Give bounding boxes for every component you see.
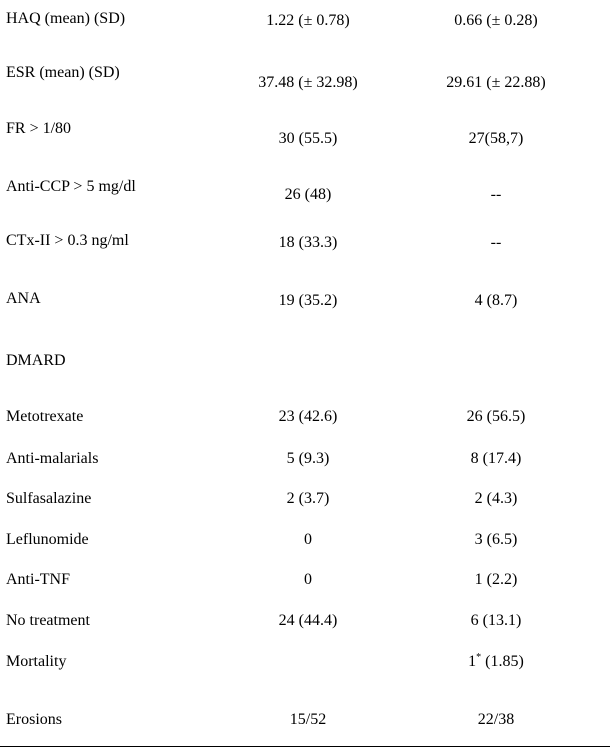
group-a-value: 0 [304,571,312,588]
group-b-value: 8 (17.4) [470,450,522,467]
group-b-value: 2 (4.3) [474,490,518,507]
table-row-dmard-header [0,350,614,372]
group-b-value: 6 (13.1) [470,612,522,629]
table-bottom-rule [0,746,610,747]
table-row-haq [0,8,614,30]
group-b-value [396,651,596,673]
row-label: Anti-malarials [6,450,99,467]
table-row-esr [0,62,614,91]
group-a-value: 30 (55.5) [278,130,338,147]
row-label: Sulfasalazine [6,490,92,507]
row-label: Anti-TNF [6,571,70,588]
group-b-value: -- [490,234,502,251]
group-a-value: 24 (44.4) [278,612,338,629]
group-b-value: 27(58,7) [468,130,524,147]
table-row-anti-ccp [0,176,614,203]
table-row-ana [0,288,614,310]
row-label: Metotrexate [6,408,84,425]
group-a-value: 5 (9.3) [286,450,330,467]
table-row-leflunomide [0,529,614,551]
row-label: No treatment [6,612,90,629]
row-label: ANA [6,290,41,307]
table-row-no-treatment [0,610,614,632]
row-label: Erosions [6,711,62,728]
group-b-value: 3 (6.5) [474,531,518,548]
group-a-value: 37.48 (± 32.98) [258,74,358,91]
row-label: Leflunomide [6,531,89,548]
section-label: DMARD [6,352,66,369]
row-label: ESR (mean) (SD) [6,64,120,81]
group-a-value: 23 (42.6) [278,408,338,425]
row-label: FR > 1/80 [6,120,72,137]
group-b-value: 4 (8.7) [474,292,518,309]
table-row-ctx-ii [0,230,614,252]
row-label: CTx-II > 0.3 ng/ml [6,232,129,249]
footnote-marker: * [476,652,482,663]
group-a-value: 19 (35.2) [278,292,338,309]
group-b-value: -- [490,186,502,203]
group-a-value: 15/52 [289,711,327,728]
table-row-sulfasalazine [0,488,614,510]
row-label: Anti-CCP > 5 mg/dl [6,178,136,195]
table-row-fr [0,118,614,147]
table-row-anti-tnf [0,569,614,591]
group-a-value: 26 (48) [284,186,332,203]
group-b-value: 1 (2.2) [474,571,518,588]
group-a-value: 0 [304,531,312,548]
group-b-value: 0.66 (± 0.28) [454,12,538,29]
group-b-value: 22/38 [477,711,515,728]
group-a-value: 1.22 (± 0.78) [266,12,350,29]
group-b-value: 29.61 (± 22.88) [446,74,546,91]
table-row-anti-malarials [0,448,614,470]
mortality-percent: (1.85) [481,653,524,670]
group-a-value: 2 (3.7) [286,490,330,507]
mortality-count: 1 [468,653,477,670]
table-row-erosions [0,709,614,731]
row-label: Mortality [6,653,67,670]
table-row-metotrexate [0,406,614,428]
table-row-mortality [0,651,614,673]
group-a-value: 18 (33.3) [278,234,338,251]
group-b-value: 26 (56.5) [466,408,526,425]
row-label: HAQ (mean) (SD) [6,10,126,27]
